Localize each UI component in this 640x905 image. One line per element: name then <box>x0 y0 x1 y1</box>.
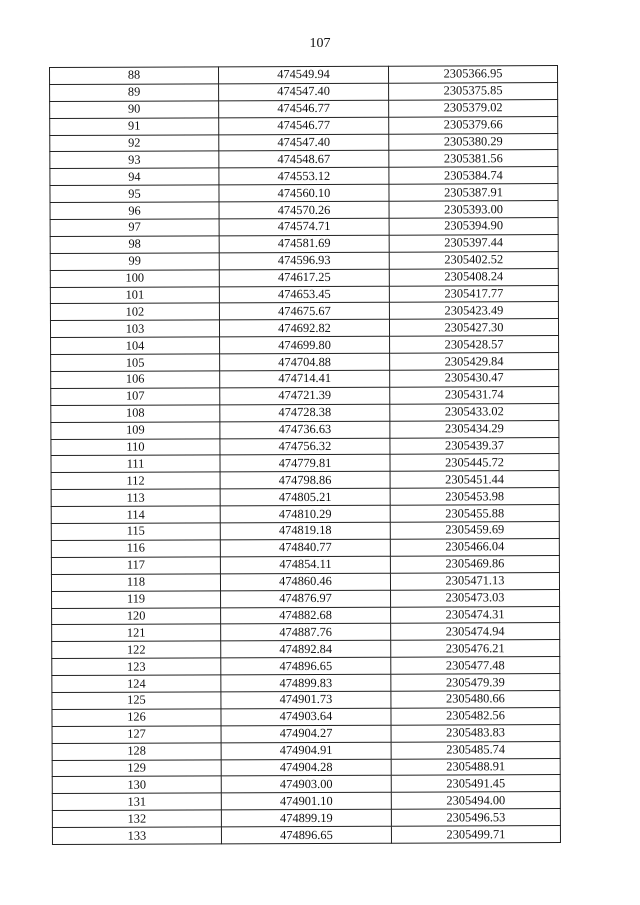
y-coordinate-cell: 2305431.74 <box>390 386 559 404</box>
y-coordinate-cell: 2305375.85 <box>389 82 558 100</box>
point-number-cell: 98 <box>50 236 219 254</box>
x-coordinate-cell: 474547.40 <box>219 83 389 101</box>
table-row <box>51 471 559 490</box>
x-coordinate-cell: 474896.65 <box>221 657 391 675</box>
point-number-cell: 118 <box>51 574 220 592</box>
point-number-cell: 117 <box>51 557 220 575</box>
x-coordinate-cell: 474560.10 <box>219 184 389 202</box>
x-coordinate-cell: 474882.68 <box>221 607 391 625</box>
y-coordinate-cell: 2305483.83 <box>391 724 560 742</box>
table-row <box>51 538 559 557</box>
y-coordinate-cell: 2305427.30 <box>389 319 558 337</box>
table-row <box>52 724 560 743</box>
y-coordinate-cell: 2305476.21 <box>391 640 560 658</box>
y-coordinate-cell: 2305466.04 <box>390 538 559 556</box>
y-coordinate-cell: 2305453.98 <box>390 488 559 506</box>
point-number-cell: 131 <box>52 793 221 811</box>
table-row <box>50 116 558 135</box>
table-row <box>50 234 558 253</box>
point-number-cell: 104 <box>51 337 220 355</box>
table-row <box>50 82 558 101</box>
table-row <box>51 403 559 422</box>
x-coordinate-cell: 474904.91 <box>221 742 391 760</box>
table-row <box>51 488 559 507</box>
point-number-cell: 105 <box>51 354 220 372</box>
x-coordinate-cell: 474901.10 <box>221 792 391 810</box>
y-coordinate-cell: 2305480.66 <box>391 690 560 708</box>
x-coordinate-cell: 474549.94 <box>219 66 389 84</box>
table-row <box>52 775 560 794</box>
point-number-cell: 95 <box>50 185 219 203</box>
x-coordinate-cell: 474840.77 <box>220 539 390 557</box>
table-row <box>51 437 559 456</box>
x-coordinate-cell: 474653.45 <box>219 286 389 304</box>
x-coordinate-cell: 474901.73 <box>221 691 391 709</box>
y-coordinate-cell: 2305482.56 <box>391 707 560 725</box>
y-coordinate-cell: 2305433.02 <box>390 403 559 421</box>
y-coordinate-cell: 2305379.66 <box>389 116 558 134</box>
x-coordinate-cell: 474721.39 <box>220 387 390 405</box>
y-coordinate-cell: 2305491.45 <box>391 775 560 793</box>
y-coordinate-cell: 2305469.86 <box>390 555 559 573</box>
y-coordinate-cell: 2305451.44 <box>390 471 559 489</box>
point-number-cell: 102 <box>50 303 219 321</box>
point-number-cell: 99 <box>50 253 219 271</box>
x-coordinate-cell: 474805.21 <box>220 488 390 506</box>
table-row <box>52 674 560 693</box>
x-coordinate-cell: 474546.77 <box>219 100 389 118</box>
table-row <box>50 66 558 85</box>
point-number-cell: 115 <box>51 523 220 541</box>
point-number-cell: 90 <box>50 101 219 119</box>
point-number-cell: 103 <box>50 320 219 338</box>
y-coordinate-cell: 2305393.00 <box>389 201 558 219</box>
y-coordinate-cell: 2305402.52 <box>389 251 558 269</box>
y-coordinate-cell: 2305496.53 <box>391 809 560 827</box>
x-coordinate-cell: 474819.18 <box>220 522 390 540</box>
table-row <box>52 606 560 625</box>
y-coordinate-cell: 2305488.91 <box>391 758 560 776</box>
point-number-cell: 123 <box>52 658 221 676</box>
x-coordinate-cell: 474548.67 <box>219 151 389 169</box>
point-number-cell: 107 <box>51 388 220 406</box>
table-row <box>50 251 558 270</box>
x-coordinate-cell: 474596.93 <box>219 252 389 270</box>
x-coordinate-cell: 474574.71 <box>219 218 389 236</box>
y-coordinate-cell: 2305429.84 <box>390 353 559 371</box>
point-number-cell: 106 <box>51 371 220 389</box>
point-number-cell: 122 <box>52 641 221 659</box>
point-number-cell: 129 <box>52 759 221 777</box>
table-row <box>52 809 560 828</box>
x-coordinate-cell: 474581.69 <box>219 235 389 253</box>
table-row <box>51 522 559 541</box>
point-number-cell: 130 <box>52 776 221 794</box>
table-row <box>50 99 558 118</box>
x-coordinate-cell: 474876.97 <box>221 590 391 608</box>
x-coordinate-cell: 474860.46 <box>220 573 390 591</box>
x-coordinate-cell: 474899.83 <box>221 674 391 692</box>
table-row <box>50 285 558 304</box>
y-coordinate-cell: 2305379.02 <box>389 99 558 117</box>
point-number-cell: 121 <box>52 624 221 642</box>
x-coordinate-cell: 474892.84 <box>221 640 391 658</box>
y-coordinate-cell: 2305471.13 <box>390 572 559 590</box>
point-number-cell: 127 <box>52 726 221 744</box>
x-coordinate-cell: 474553.12 <box>219 168 389 186</box>
point-number-cell: 96 <box>50 202 219 220</box>
x-coordinate-cell: 474692.82 <box>219 320 389 338</box>
table-row <box>52 640 560 659</box>
y-coordinate-cell: 2305445.72 <box>390 454 559 472</box>
y-coordinate-cell: 2305477.48 <box>391 657 560 675</box>
point-number-cell: 124 <box>52 675 221 693</box>
x-coordinate-cell: 474903.64 <box>221 708 391 726</box>
point-number-cell: 91 <box>50 118 219 136</box>
point-number-cell: 93 <box>50 151 219 169</box>
point-number-cell: 89 <box>50 84 219 102</box>
y-coordinate-cell: 2305474.31 <box>391 606 560 624</box>
coordinates-table-container <box>49 65 560 845</box>
point-number-cell: 116 <box>51 540 220 558</box>
x-coordinate-cell: 474896.65 <box>221 826 391 844</box>
point-number-cell: 94 <box>50 168 219 186</box>
y-coordinate-cell: 2305455.88 <box>390 505 559 523</box>
point-number-cell: 110 <box>51 438 220 456</box>
point-number-cell: 111 <box>51 455 220 473</box>
x-coordinate-cell: 474546.77 <box>219 117 389 135</box>
table-row <box>52 792 560 811</box>
y-coordinate-cell: 2305494.00 <box>391 792 560 810</box>
y-coordinate-cell: 2305380.29 <box>389 133 558 151</box>
point-number-cell: 112 <box>51 472 220 490</box>
table-row <box>51 555 559 574</box>
y-coordinate-cell: 2305423.49 <box>389 302 558 320</box>
x-coordinate-cell: 474779.81 <box>220 455 390 473</box>
y-coordinate-cell: 2305479.39 <box>391 674 560 692</box>
table-row <box>51 353 559 372</box>
table-row <box>52 690 560 709</box>
table-row <box>52 707 560 726</box>
table-row <box>52 589 560 608</box>
y-coordinate-cell: 2305485.74 <box>391 741 560 759</box>
table-row <box>50 302 558 321</box>
x-coordinate-cell: 474903.00 <box>221 776 391 794</box>
table-row <box>50 133 558 152</box>
y-coordinate-cell: 2305381.56 <box>389 150 558 168</box>
point-number-cell: 126 <box>52 709 221 727</box>
point-number-cell: 97 <box>50 219 219 237</box>
table-row <box>50 201 558 220</box>
y-coordinate-cell: 2305430.47 <box>390 370 559 388</box>
x-coordinate-cell: 474854.11 <box>220 556 390 574</box>
point-number-cell: 92 <box>50 134 219 152</box>
x-coordinate-cell: 474617.25 <box>219 269 389 287</box>
point-number-cell: 128 <box>52 742 221 760</box>
table-row <box>51 386 559 405</box>
x-coordinate-cell: 474904.27 <box>221 725 391 743</box>
x-coordinate-cell: 474714.41 <box>220 370 390 388</box>
y-coordinate-cell: 2305408.24 <box>389 268 558 286</box>
point-number-cell: 132 <box>52 810 221 828</box>
y-coordinate-cell: 2305473.03 <box>391 589 560 607</box>
table-row <box>51 572 559 591</box>
table-row <box>51 454 559 473</box>
table-row <box>50 167 558 186</box>
point-number-cell: 113 <box>51 489 220 507</box>
x-coordinate-cell: 474704.88 <box>220 353 390 371</box>
point-number-cell: 109 <box>51 422 220 440</box>
x-coordinate-cell: 474756.32 <box>220 438 390 456</box>
x-coordinate-cell: 474904.28 <box>221 759 391 777</box>
coordinates-table <box>49 65 561 845</box>
x-coordinate-cell: 474810.29 <box>220 505 390 523</box>
point-number-cell: 125 <box>52 692 221 710</box>
point-number-cell: 100 <box>50 270 219 288</box>
y-coordinate-cell: 2305366.95 <box>388 66 557 84</box>
table-row <box>51 336 559 355</box>
point-number-cell: 101 <box>50 286 219 304</box>
point-number-cell: 88 <box>50 67 219 85</box>
x-coordinate-cell: 474699.80 <box>220 336 390 354</box>
table-row <box>51 370 559 389</box>
table-row <box>52 741 560 760</box>
y-coordinate-cell: 2305434.29 <box>390 420 559 438</box>
y-coordinate-cell: 2305474.94 <box>391 623 560 641</box>
x-coordinate-cell: 474798.86 <box>220 472 390 490</box>
x-coordinate-cell: 474736.63 <box>220 421 390 439</box>
x-coordinate-cell: 474570.26 <box>219 201 389 219</box>
page-number: 107 <box>309 36 331 51</box>
y-coordinate-cell: 2305439.37 <box>390 437 559 455</box>
table-row <box>50 319 558 338</box>
y-coordinate-cell: 2305384.74 <box>389 167 558 185</box>
x-coordinate-cell: 474547.40 <box>219 134 389 152</box>
table-row <box>52 758 560 777</box>
table-row <box>50 184 558 203</box>
y-coordinate-cell: 2305394.90 <box>389 218 558 236</box>
table-row <box>50 268 558 287</box>
y-coordinate-cell: 2305387.91 <box>389 184 558 202</box>
table-row <box>52 623 560 642</box>
table-row <box>51 505 559 524</box>
x-coordinate-cell: 474675.67 <box>219 303 389 321</box>
table-row <box>52 826 560 845</box>
point-number-cell: 114 <box>51 506 220 524</box>
point-number-cell: 119 <box>52 590 221 608</box>
point-number-cell: 133 <box>52 827 221 845</box>
table-row <box>52 657 560 676</box>
coordinates-table-body <box>50 66 561 845</box>
y-coordinate-cell: 2305397.44 <box>389 234 558 252</box>
y-coordinate-cell: 2305499.71 <box>391 826 560 844</box>
x-coordinate-cell: 474887.76 <box>221 624 391 642</box>
y-coordinate-cell: 2305428.57 <box>390 336 559 354</box>
x-coordinate-cell: 474899.19 <box>221 809 391 827</box>
y-coordinate-cell: 2305459.69 <box>390 522 559 540</box>
table-row <box>50 218 558 237</box>
y-coordinate-cell: 2305417.77 <box>389 285 558 303</box>
point-number-cell: 108 <box>51 405 220 423</box>
point-number-cell: 120 <box>52 607 221 625</box>
x-coordinate-cell: 474728.38 <box>220 404 390 422</box>
table-row <box>50 150 558 169</box>
table-row <box>51 420 559 439</box>
